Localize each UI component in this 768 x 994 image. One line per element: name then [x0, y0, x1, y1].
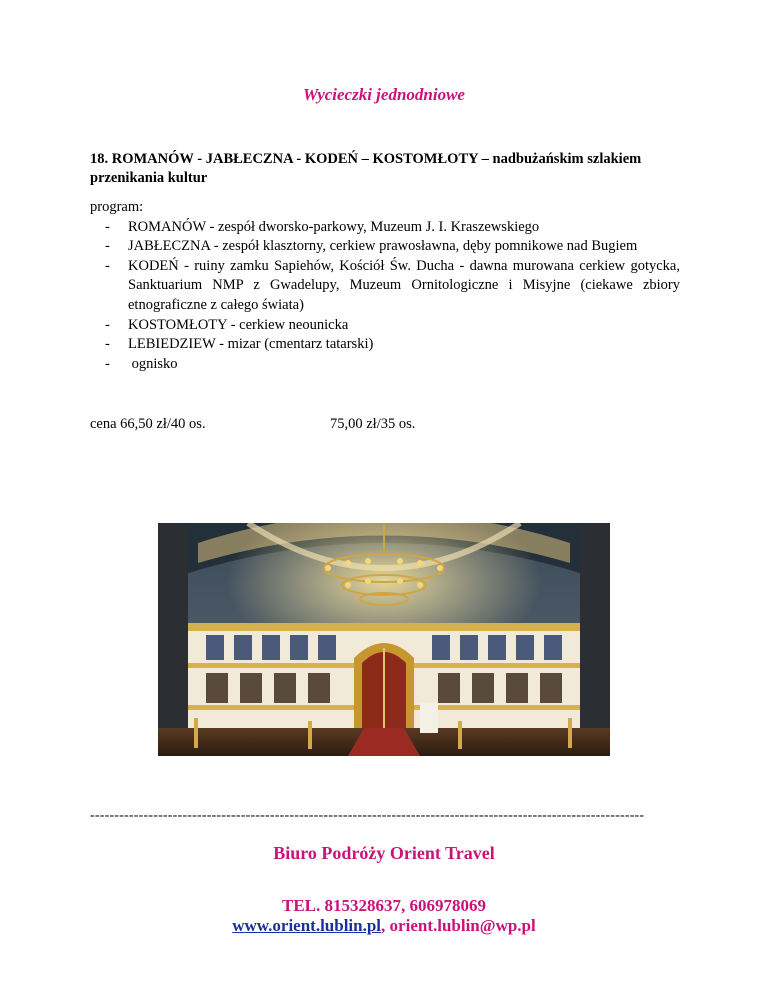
program-item [90, 355, 680, 375]
program-item-text: LEBIEDZIEW - mizar (cmentarz tatarski) [128, 336, 374, 353]
program-item-text: KOSTOMŁOTY - cerkiew neounicka [128, 316, 349, 333]
program-item-text: JABŁECZNA - zespół klasztorny, cerkiew prawosławna, dęby pomnikowe nad Bugiem [128, 238, 638, 255]
agency-name: Biuro Podróży Orient Travel [273, 843, 495, 863]
web-line [0, 916, 768, 936]
program-item [90, 237, 680, 257]
contact-block [0, 896, 768, 936]
program-list [90, 218, 680, 375]
church-iconostasis-photo [158, 523, 610, 756]
program-item-text: ognisko [128, 355, 178, 372]
price-35-persons: 75,00 zł/35 os. [330, 416, 416, 432]
program-section [90, 198, 680, 374]
phone-line: TEL. 815328637, 606978069 [281, 896, 487, 915]
website-link[interactable]: www.orient.lublin.pl [232, 916, 382, 935]
program-item [90, 257, 680, 316]
program-item [90, 218, 680, 238]
program-item-text: KODEŃ - ruiny zamku Sapiehów, Kościół Św. Ducha - dawna murowana cerkiew gotycka, Sanktuarium NMP z Gwadelupy, Muzeum Ornitologiczne i Misyjne (ciekawe zbiory etnograficzne z całego świata) [128, 257, 680, 313]
program-item [90, 316, 680, 336]
price-40-persons: cena 66,50 zł/40 os. [90, 416, 206, 432]
page-heading: Wycieczki jednodniowe [303, 85, 465, 104]
email-address: orient.lublin@wp.pl [389, 916, 536, 935]
bullet-dash: - [105, 355, 110, 372]
program-label: program: [90, 199, 144, 215]
tour-title: 18. ROMANÓW - JABŁECZNA - KODEŃ – KOSTOMŁOTY – nadbużańskim szlakiem przenikania kultur [90, 151, 642, 186]
bullet-dash: - [105, 238, 110, 255]
bullet-dash: - [105, 316, 110, 333]
bullet-dash: - [105, 218, 110, 235]
section-divider: ------------------------------------------------------------------------------------------------------------------ [90, 808, 645, 823]
program-item [90, 335, 680, 355]
bullet-dash: - [105, 336, 110, 353]
contact-separator: , [381, 916, 390, 935]
bullet-dash: - [105, 257, 110, 274]
program-item-text: ROMANÓW - zespół dworsko-parkowy, Muzeum J. I. Kraszewskiego [128, 218, 540, 235]
